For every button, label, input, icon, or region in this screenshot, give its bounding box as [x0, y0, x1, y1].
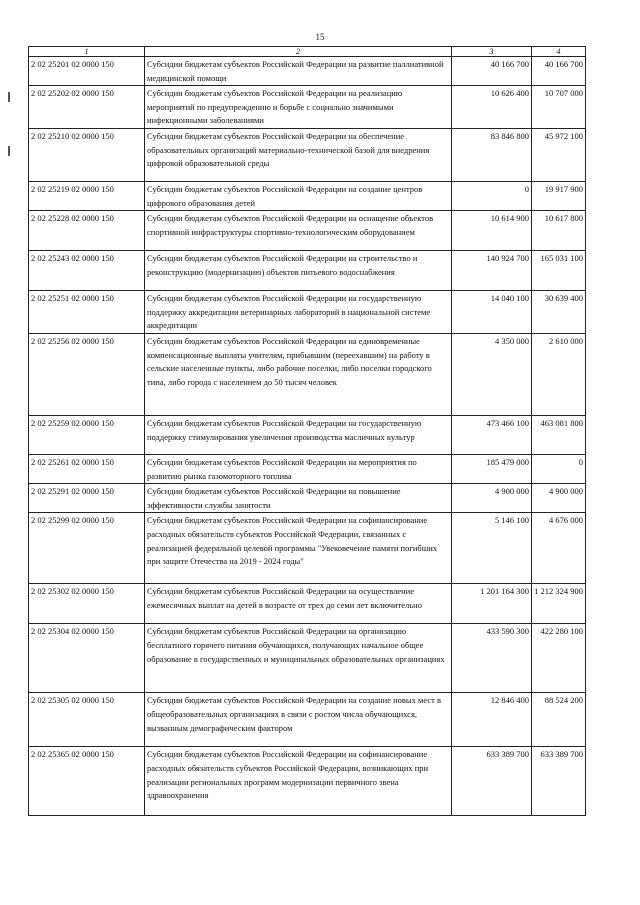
- row-description: Субсидии бюджетам субъектов Российской Федерации на государственную поддержку стимулирования увеличения производства масличных культур: [145, 415, 452, 454]
- row-value-col4: 88 524 200: [532, 693, 586, 747]
- budget-table: [28, 46, 586, 816]
- row-code: 2 02 25219 02 0000 150: [29, 181, 145, 210]
- table-row: [29, 57, 586, 86]
- row-value-col4: 4 676 000: [532, 513, 586, 584]
- row-value-col4: 19 917 900: [532, 181, 586, 210]
- row-value-col3: 14 040 100: [452, 291, 532, 334]
- row-value-col4: 40 166 700: [532, 57, 586, 86]
- row-code: 2 02 25243 02 0000 150: [29, 251, 145, 291]
- table-row: [29, 291, 586, 334]
- row-description: Субсидии бюджетам субъектов Российской Федерации на создание новых мест в общеобразовательных организациях в связи с ростом числа обучающихся, вызванным демографическим фактором: [145, 693, 452, 747]
- row-code: 2 02 25201 02 0000 150: [29, 57, 145, 86]
- row-code: 2 02 25299 02 0000 150: [29, 513, 145, 584]
- table-row: [29, 513, 586, 584]
- binding-mark: [8, 92, 10, 102]
- row-description: Субсидии бюджетам субъектов Российской Федерации на единовременные компенсационные выплаты учителям, прибывшим (переехавшим) на работу в сельские населенные пункты, либо рабочие поселки, либо поселки городского типа, либо города с населением до 50 тысяч человек: [145, 333, 452, 415]
- table-row: [29, 693, 586, 747]
- row-value-col4: 2 610 000: [532, 333, 586, 415]
- row-value-col3: 83 846 800: [452, 128, 532, 181]
- row-value-col3: 185 479 000: [452, 454, 532, 483]
- row-value-col3: 433 590 300: [452, 624, 532, 693]
- row-code: 2 02 25210 02 0000 150: [29, 128, 145, 181]
- row-value-col4: 10 707 000: [532, 86, 586, 129]
- row-description: Субсидии бюджетам субъектов Российской Федерации на обеспечение образовательных организаций материально-технической базой для внедрения цифровой образовательной среды: [145, 128, 452, 181]
- row-value-col3: 4 350 000: [452, 333, 532, 415]
- row-code: 2 02 25256 02 0000 150: [29, 333, 145, 415]
- row-value-col3: 4 900 000: [452, 484, 532, 513]
- row-value-col4: 10 617 800: [532, 211, 586, 251]
- row-value-col4: 633 389 700: [532, 747, 586, 816]
- row-value-col4: 45 972 100: [532, 128, 586, 181]
- table-row: [29, 484, 586, 513]
- row-code: 2 02 25259 02 0000 150: [29, 415, 145, 454]
- column-header: 4: [532, 47, 586, 57]
- column-header: 1: [29, 47, 145, 57]
- row-description: Субсидии бюджетам субъектов Российской Федерации на развитие паллиативной медицинской помощи: [145, 57, 452, 86]
- row-value-col4: 1 212 324 900: [532, 584, 586, 624]
- binding-mark: [8, 146, 10, 156]
- page-number: 15: [315, 32, 325, 42]
- row-description: Субсидии бюджетам субъектов Российской Федерации на повышение эффективности службы занятости: [145, 484, 452, 513]
- row-description: Субсидии бюджетам субъектов Российской Федерации на осуществление ежемесячных выплат на детей в возрасте от трех до семи лет включительно: [145, 584, 452, 624]
- table-row: [29, 251, 586, 291]
- row-value-col3: 1 201 164 300: [452, 584, 532, 624]
- row-value-col3: 473 466 100: [452, 415, 532, 454]
- row-description: Субсидии бюджетам субъектов Российской Федерации на мероприятия по развитию рынка газомоторного топлива: [145, 454, 452, 483]
- row-description: Субсидии бюджетам субъектов Российской Федерации на создание центров цифрового образования детей: [145, 181, 452, 210]
- row-value-col3: 140 924 700: [452, 251, 532, 291]
- table-row: [29, 624, 586, 693]
- table-row: [29, 454, 586, 483]
- row-code: 2 02 25251 02 0000 150: [29, 291, 145, 334]
- row-code: 2 02 25302 02 0000 150: [29, 584, 145, 624]
- row-code: 2 02 25202 02 0000 150: [29, 86, 145, 129]
- row-value-col3: 40 166 700: [452, 57, 532, 86]
- table-row: [29, 128, 586, 181]
- row-value-col4: 4 900 000: [532, 484, 586, 513]
- row-value-col3: 10 614 900: [452, 211, 532, 251]
- row-description: Субсидии бюджетам субъектов Российской Федерации на строительство и реконструкцию (модернизацию) объектов питьевого водоснабжения: [145, 251, 452, 291]
- row-value-col3: 10 626 400: [452, 86, 532, 129]
- row-description: Субсидии бюджетам субъектов Российской Федерации на государственную поддержку аккредитации ветеринарных лабораторий в национальной системе аккредитации: [145, 291, 452, 334]
- column-header: 3: [452, 47, 532, 57]
- table-row: [29, 747, 586, 816]
- row-code: 2 02 25228 02 0000 150: [29, 211, 145, 251]
- table-row: [29, 211, 586, 251]
- table-row: [29, 86, 586, 129]
- row-description: Субсидии бюджетам субъектов Российской Федерации на софинансирование расходных обязательств субъектов Российской Федерации, связанных с реализацией федеральной целевой программы "Увековечение памяти погибших при защите Отечества на 2019 - 2024 годы": [145, 513, 452, 584]
- row-description: Субсидии бюджетам субъектов Российской Федерации на организацию бесплатного горячего питания обучающихся, получающих начальное общее образование в государственных и муниципальных образовательных организациях: [145, 624, 452, 693]
- column-header-row: [29, 47, 586, 57]
- row-code: 2 02 25305 02 0000 150: [29, 693, 145, 747]
- row-value-col4: 463 081 800: [532, 415, 586, 454]
- table-row: [29, 415, 586, 454]
- row-value-col4: 165 031 100: [532, 251, 586, 291]
- row-code: 2 02 25291 02 0000 150: [29, 484, 145, 513]
- row-code: 2 02 25365 02 0000 150: [29, 747, 145, 816]
- row-description: Субсидии бюджетам субъектов Российской Федерации на оснащение объектов спортивной инфраструктуры спортивно-технологическим оборудованием: [145, 211, 452, 251]
- column-header: 2: [145, 47, 452, 57]
- row-description: Субсидии бюджетам субъектов Российской Федерации на реализацию мероприятий по предупреждению и борьбе с социально значимыми инфекционными заболеваниями: [145, 86, 452, 129]
- row-code: 2 02 25261 02 0000 150: [29, 454, 145, 483]
- row-value-col3: 12 846 400: [452, 693, 532, 747]
- table-row: [29, 333, 586, 415]
- row-value-col3: 0: [452, 181, 532, 210]
- row-code: 2 02 25304 02 0000 150: [29, 624, 145, 693]
- row-value-col4: 422 280 100: [532, 624, 586, 693]
- row-description: Субсидии бюджетам субъектов Российской Федерации на софинансирование расходных обязательств субъектов Российской Федерации, возникающих при реализации региональных программ модернизации первичного звена здравоохранения: [145, 747, 452, 816]
- row-value-col4: 0: [532, 454, 586, 483]
- row-value-col3: 5 146 100: [452, 513, 532, 584]
- row-value-col3: 633 389 700: [452, 747, 532, 816]
- table-row: [29, 181, 586, 210]
- row-value-col4: 30 639 400: [532, 291, 586, 334]
- table-row: [29, 584, 586, 624]
